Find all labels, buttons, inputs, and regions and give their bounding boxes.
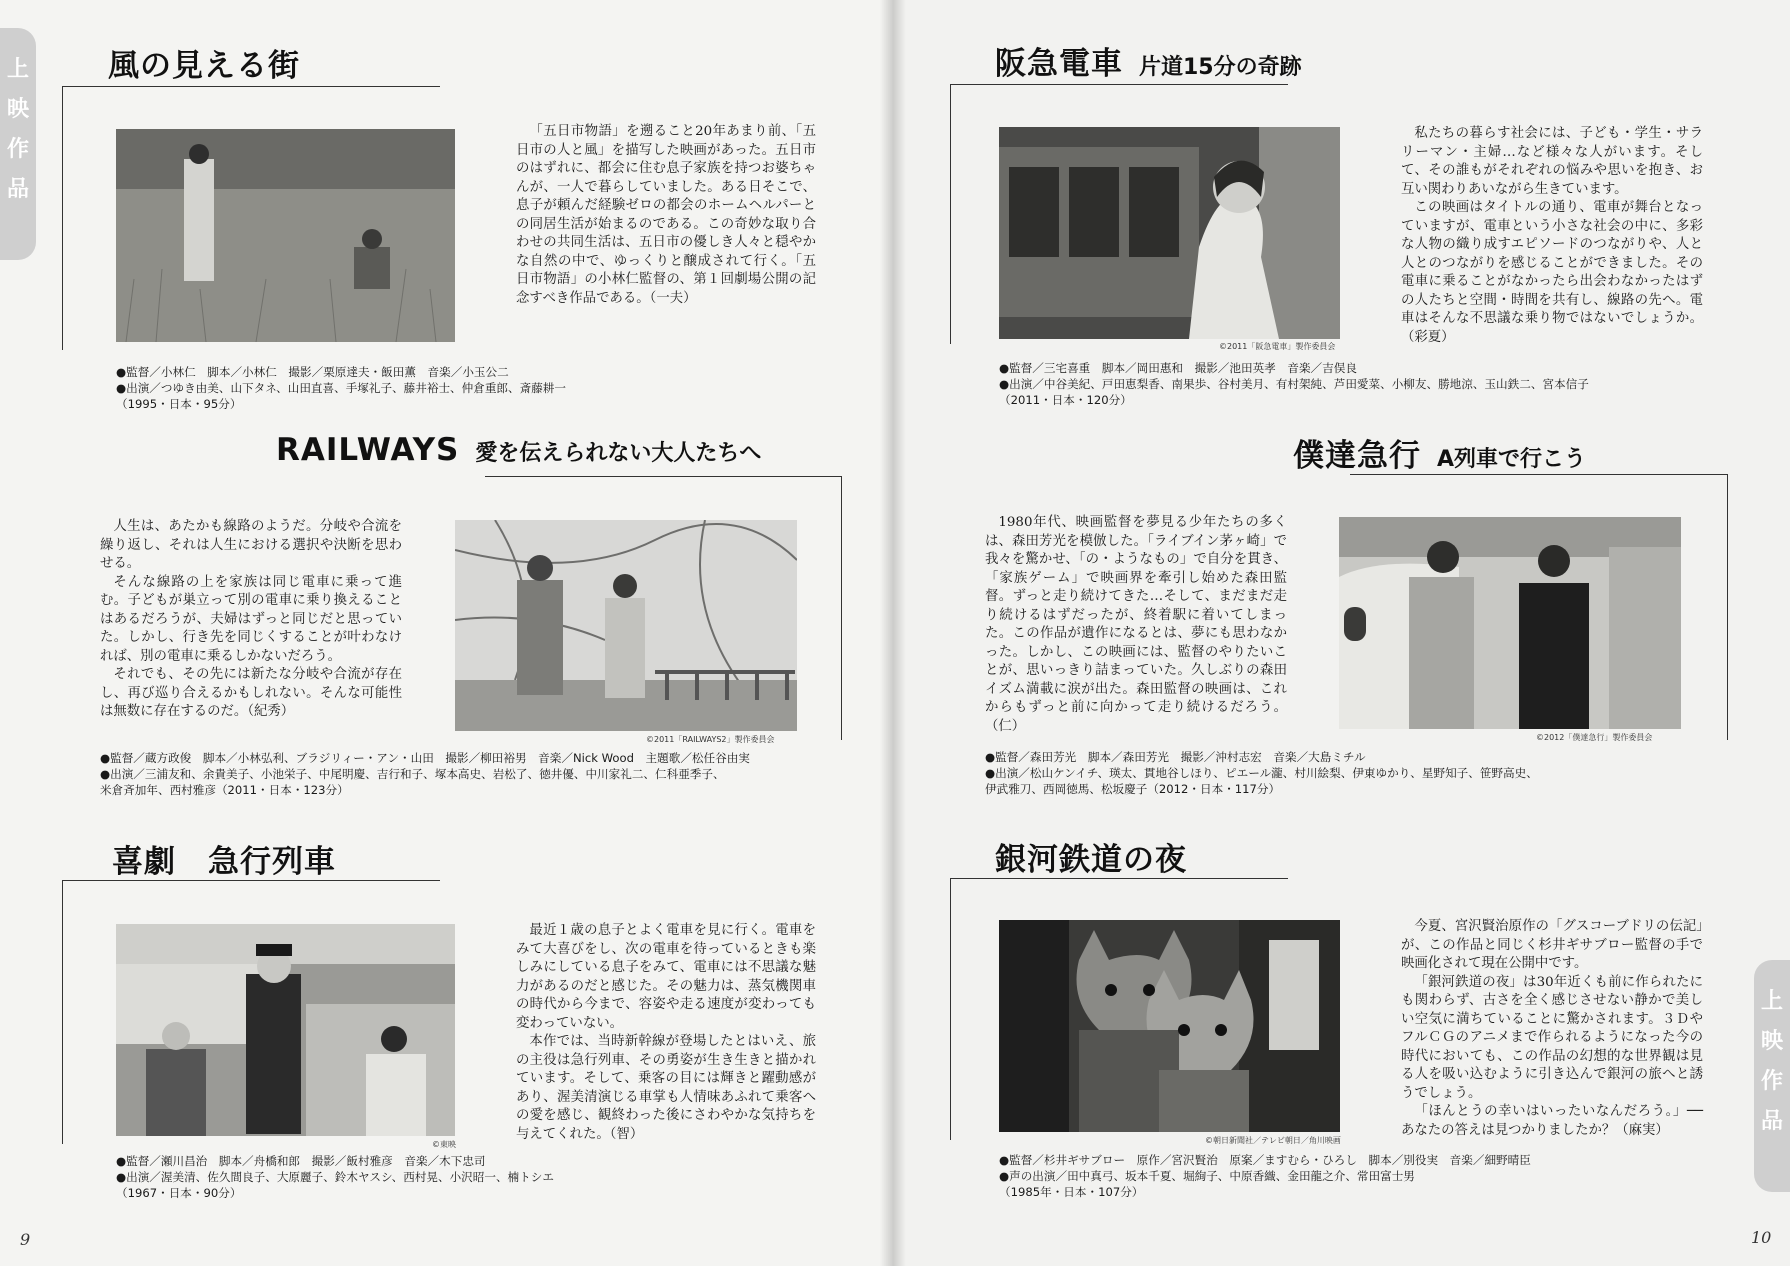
section-rule	[950, 878, 951, 1140]
side-label-left: 上 映 作 品	[0, 28, 36, 260]
title-subtitle: A列車で行こう	[1437, 447, 1587, 472]
side-label-right: 上 映 作 品	[1754, 960, 1790, 1192]
body-paragraph: 私たちの暮らす社会には、子ども・学生・サラリーマン・主婦…など様々な人がいます。そして、その誰もがそれぞれの悩みや思いを抱き、お互い関わりあいながら生きています。	[1401, 126, 1703, 197]
section-rule	[62, 880, 63, 1144]
staff-line: ●監督／小林仁 脚本／小林仁 撮影／栗原達夫・飯田薫 音楽／小玉公二	[116, 365, 509, 379]
staff-line: ●監督／三宅喜重 脚本／岡田惠和 撮影／池田英孝 音楽／吉俣良	[999, 361, 1357, 375]
section-rule	[950, 84, 951, 344]
info-line: （1985年・日本・107分）	[999, 1185, 1144, 1199]
staff-line: ●監督／瀬川昌治 脚本／舟橋和郎 撮影／飯村雅彦 音楽／木下忠司	[116, 1154, 486, 1168]
title-subtitle: 愛を伝えられない大人たちへ	[475, 441, 762, 466]
film-body-bokutachi	[985, 514, 1287, 736]
title-subtitle: 片道15分の奇跡	[1139, 55, 1302, 80]
page-number-left: 9	[20, 1230, 31, 1249]
photo-bokutachi	[1339, 517, 1681, 729]
body-paragraph: この映画はタイトルの通り、電車が舞台となっていますが、電車という小さな社会の中に、多彩な人物の織り成すエピソードのつながりや、人と人とのつながりを感じることができました。その電車に乗ることがなかったら出会わなかったはずの人たちと空間・時間を共有し、線路の先へ。電車はそんな不思議な乗り物ではないでしょうか。（彩夏）	[1401, 200, 1703, 345]
film-title-kaze: 風の見える街	[108, 48, 300, 84]
staff-line: ●監督／蔵方政俊 脚本／小林弘利、ブラジリィー・アン・山田 撮影／柳田裕男 音楽／Nick Wood 主題歌／松任谷由実	[100, 751, 750, 765]
section-rule	[62, 86, 63, 350]
section-rule	[485, 476, 842, 477]
photo-credit-bokutachi: ©2012「僕達急行」製作委員会	[1536, 733, 1653, 742]
cast-line: ●出演／三浦友和、余貴美子、小池栄子、中尾明慶、吉行和子、塚本高史、岩松了、徳井優、中川家礼二、仁科亜季子、	[100, 767, 725, 781]
film-body-kigeki	[516, 922, 816, 1144]
body-paragraph: 1980年代、映画監督を夢見る少年たちの多くは、森田芳光を模倣した。「ライブイン茅ヶ崎」で我々を驚かせ、「の・ようなもの」で自分を貫き、「家族ゲーム」で映画界を牽引し始めた森田監督。ずっと走り続けてきた…そして、まだまだ走り続けるはずだったが、終着駅に着いてしまった。この作品が遺作になるとは、夢にも思わなかった。しかし、この映画には、監督のやりたいことが、思いっきり詰まっていた。久しぶりの森田イズム満載に涙が出た。森田監督の映画は、これからもずっと前に向かって走り続けるだろう。（仁）	[985, 515, 1287, 734]
film-title-hankyu	[995, 38, 1302, 83]
photo-credit-railways: ©2011「RAILWAYS2」製作委員会	[646, 735, 775, 744]
left-page	[0, 0, 893, 1266]
film-body-ginga	[1401, 918, 1703, 1140]
info-line: （2011・日本・120分）	[999, 393, 1132, 407]
film-body-railways	[100, 518, 402, 722]
section-rule	[62, 880, 440, 881]
right-page	[893, 0, 1790, 1266]
body-paragraph: 最近１歳の息子とよく電車を見に行く。電車をみて大喜びをし、次の電車を待っているときも楽しみにしている息子をみて、電車には不思議な魅力があるのだと感じた。その魅力は、蒸気機関車の時代から今まで、容姿や走る速度が変わっても変わっていない。	[516, 923, 816, 1031]
film-title-kigeki: 喜劇 急行列車	[112, 844, 336, 880]
film-credits-hankyu	[999, 360, 1589, 408]
body-paragraph: 「五日市物語」を遡ること20年あまり前、「五日市の人と風」を描写した映画があった。五日市のはずれに、都会に住む息子家族を持つお婆ちゃんが、一人で暮らしていました。ある日そこで、息子が頼んだ経験ゼロの都会のホームヘルパーとの同居生活が始まるのである。この奇妙な取り合わせの共同生活は、五日市の優しき人々と穏やかな自然の中で、ゆっくりと醸成されて行く。「五日市物語」の小林仁監督の、第１回劇場公開の記念すべき作品である。（一夫）	[516, 124, 816, 306]
film-credits-ginga	[999, 1152, 1531, 1200]
body-paragraph: そんな線路の上を家族は同じ電車に乗って進む。子どもが巣立って別の電車に乗り換えることはあるだろうが、夫婦はずっと同じだと思っていた。しかし、行き先を同じくすることが叶わなければ、別の電車に乗るしかないだろう。	[100, 574, 402, 664]
photo-hankyu	[999, 127, 1340, 339]
staff-line: ●監督／森田芳光 脚本／森田芳光 撮影／沖村志宏 音楽／大島ミチル	[985, 750, 1366, 764]
body-paragraph: 「ほんとうの幸いはいったいなんだろう。」──あなたの答えは見つかりましたか？（麻実）	[1401, 1104, 1703, 1138]
film-credits-railways	[100, 750, 750, 798]
film-body-hankyu	[1401, 125, 1703, 347]
cast-line: ●出演／つゆき由美、山下タネ、山田直喜、手塚礼子、藤井裕士、仲倉重郎、斎藤耕一	[116, 381, 566, 395]
photo-ginga	[999, 920, 1340, 1132]
photo-credit-ginga: ©朝日新聞社／テレビ朝日／角川映画	[1205, 1136, 1341, 1145]
body-paragraph: 人生は、あたかも線路のようだ。分岐や合流を繰り返し、それは人生における選択や決断を思わせる。	[100, 519, 402, 571]
title-main: 阪急電車	[995, 46, 1123, 82]
section-rule	[1727, 474, 1728, 740]
cast-line: ●出演／中谷美紀、戸田恵梨香、南果歩、谷村美月、有村架純、芦田愛菜、小柳友、勝地涼、玉山鉄二、宮本信子	[999, 377, 1589, 391]
title-main: 僕達急行	[1293, 438, 1421, 474]
info-line: （1995・日本・95分）	[116, 397, 242, 411]
film-credits-kigeki	[116, 1153, 554, 1201]
section-rule	[950, 878, 1288, 879]
section-rule	[950, 84, 1288, 85]
film-title-ginga: 銀河鉄道の夜	[995, 842, 1187, 878]
photo-kaze	[116, 129, 455, 342]
film-body-kaze	[516, 123, 816, 308]
body-paragraph: 「銀河鉄道の夜」は30年近くも前に作られたにも関わらず、古さを全く感じさせない静かで美しい空気に満ちていることに驚かされます。３ＤやフルＣＧのアニメまで作られるようになった今の時代においても、この作品の幻想的な世界観は見る人を吸い込むように引き込んで銀河の旅へと誘うでしょう。	[1401, 974, 1703, 1101]
body-paragraph: 今夏、宮沢賢治原作の「グスコーブドリの伝記」が、この作品と同じく杉井ギサブロー監督の手で映画化されて現在公開中です。	[1401, 919, 1703, 971]
cast-line: ●出演／松山ケンイチ、瑛太、貫地谷しほり、ピエール瀧、村川絵梨、伊東ゆかり、星野知子、笹野高史、	[985, 766, 1538, 780]
page-gutter	[880, 0, 906, 1266]
film-title-railways	[276, 432, 761, 468]
section-rule	[1350, 474, 1728, 475]
photo-credit-hankyu: ©2011「阪急電車」製作委員会	[1219, 342, 1336, 351]
page-number-right: 10	[1751, 1228, 1772, 1247]
film-title-bokutachi	[1293, 430, 1586, 475]
cast-line: 伊武雅刀、西岡徳馬、松坂慶子（2012・日本・117分）	[985, 782, 1281, 796]
photo-railways	[455, 520, 797, 731]
photo-credit-kigeki: ©東映	[432, 1140, 456, 1149]
cast-line: ●声の出演／田中真弓、坂本千夏、堀絢子、中原香織、金田龍之介、常田富士男	[999, 1169, 1415, 1183]
staff-line: ●監督／杉井ギサブロー 原作／宮沢賢治 原案／ますむら・ひろし 脚本／別役実 音楽／細野晴臣	[999, 1153, 1531, 1167]
cast-line: ●出演／渥美清、佐久間良子、大原麗子、鈴木ヤスシ、西村晃、小沢昭一、楠トシエ	[116, 1170, 554, 1184]
cast-line: 米倉斉加年、西村雅彦（2011・日本・123分）	[100, 783, 349, 797]
body-paragraph: 本作では、当時新幹線が登場したとはいえ、旅の主役は急行列車、その勇姿が生き生きと描かれています。そして、乗客の目には輝きと躍動感があり、渥美清演じる車掌も人情味あふれて乗客への愛を感じ、観終わった後にさわやかな気持ちを与えてくれた。（智）	[516, 1034, 816, 1142]
section-rule	[841, 476, 842, 740]
film-credits-kaze	[116, 364, 566, 412]
title-main: RAILWAYS	[276, 432, 460, 468]
info-line: （1967・日本・90分）	[116, 1186, 242, 1200]
photo-kigeki	[116, 924, 455, 1136]
section-rule	[62, 86, 440, 87]
body-paragraph: それでも、その先には新たな分岐や合流が存在し、再び巡り合えるかもしれない。そんな可能性は無数に存在するのだ。（紀秀）	[100, 667, 402, 719]
film-credits-bokutachi	[985, 749, 1538, 797]
